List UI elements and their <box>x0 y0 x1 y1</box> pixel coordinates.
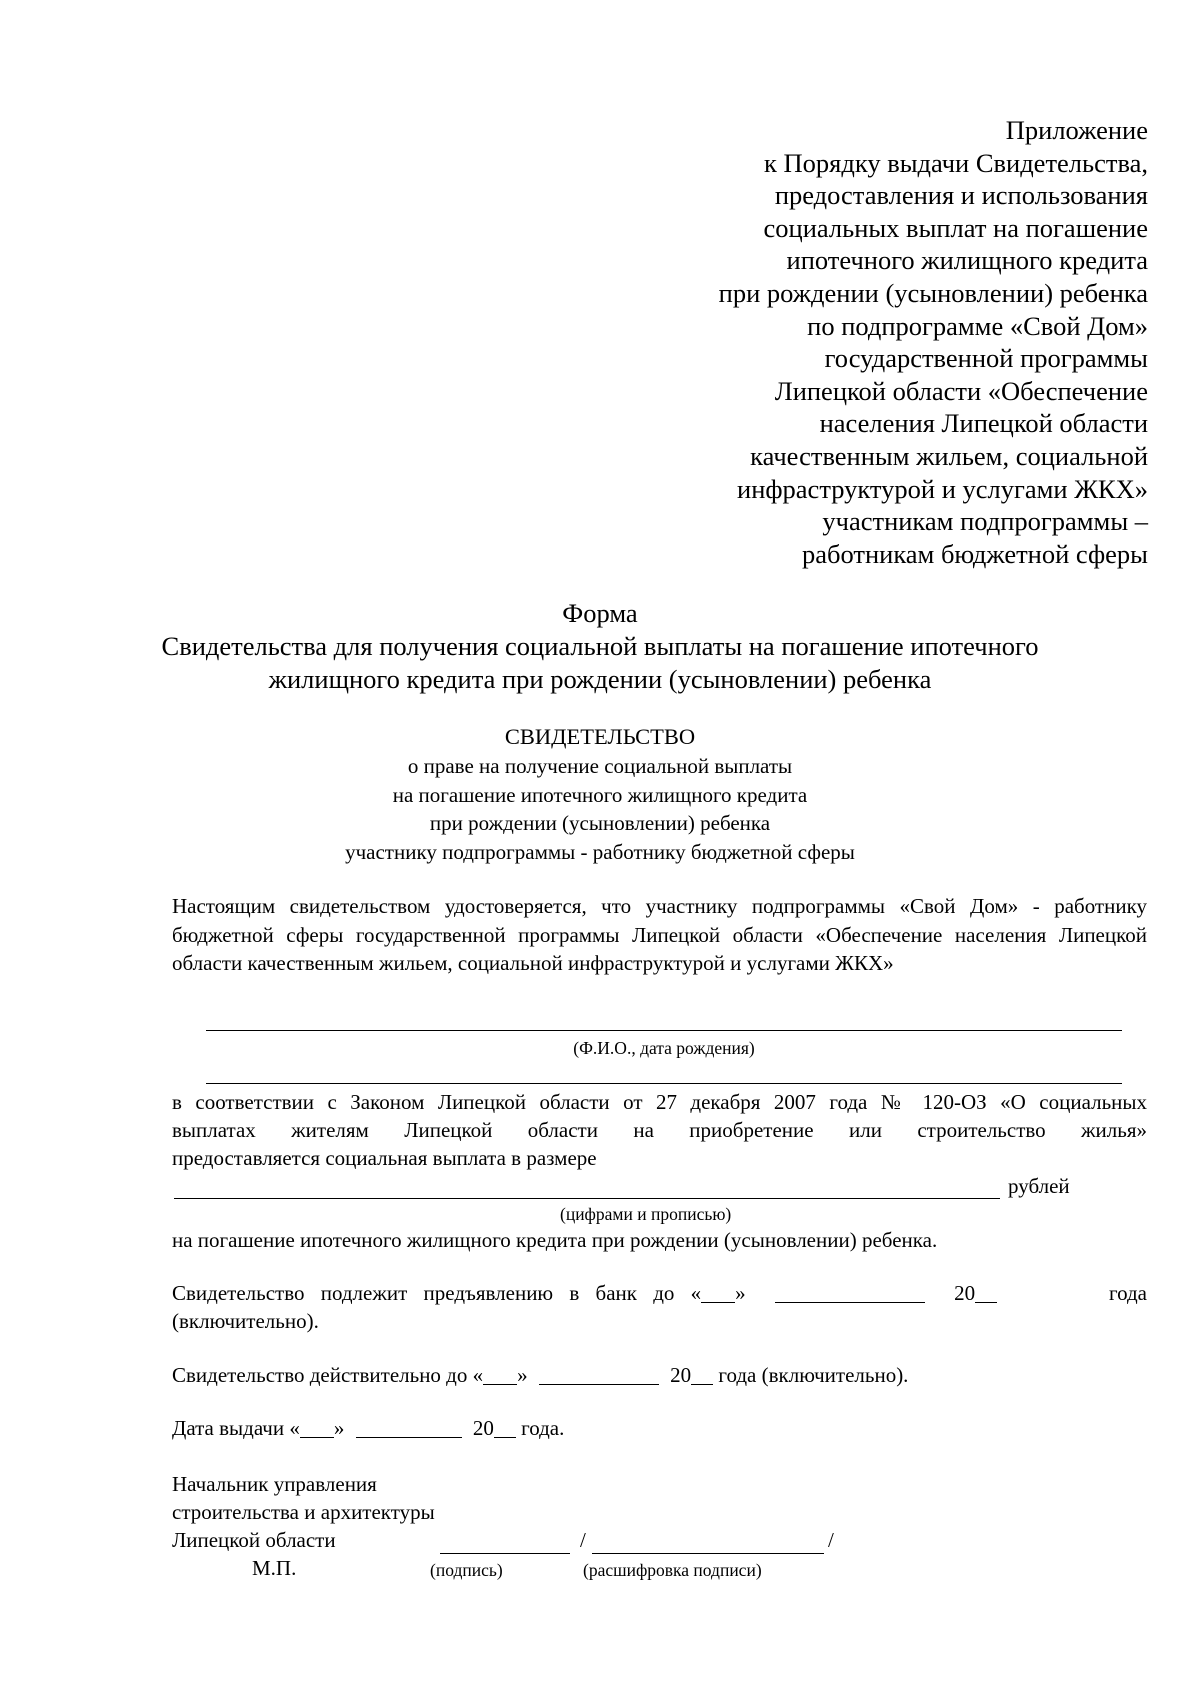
form-title <box>0 597 1200 696</box>
valid-until-line <box>172 1361 908 1390</box>
appendix-line: участникам подпрограммы – <box>822 506 1148 537</box>
valid-month-blank <box>539 1364 659 1385</box>
law-line-1: в соответствии с Законом Липецкой области от 27 декабря 2007 года № 120-ОЗ «О социальных <box>172 1090 1147 1114</box>
signatory-position-3: Липецкой области <box>172 1528 336 1552</box>
bank-prefix: Свидетельство подлежит предъявлению в банк до « <box>172 1281 702 1305</box>
bank-quote-close: » <box>735 1281 746 1305</box>
signature-caption: (подпись) <box>430 1560 503 1580</box>
bank-year-word: года <box>1109 1281 1147 1305</box>
certificate-subtitle: участнику подпрограммы - работнику бюджетной сферы <box>345 839 855 864</box>
amount-caption: (цифрами и прописью) <box>560 1204 732 1224</box>
law-line-2: выплатах жителям Липецкой области на приобретение или строительство жилья» <box>172 1118 1147 1142</box>
decode-caption: (расшифровка подписи) <box>583 1560 762 1580</box>
valid-year-blank <box>691 1364 713 1385</box>
issue-suffix: года. <box>521 1416 565 1440</box>
bank-month-blank <box>775 1282 925 1303</box>
appendix-line: населения Липецкой области <box>819 408 1148 439</box>
valid-day-blank <box>483 1364 517 1385</box>
issue-year-blank <box>494 1417 516 1438</box>
valid-year-prefix: 20 <box>670 1363 692 1387</box>
decode-blank-line <box>592 1553 824 1554</box>
law-line-3: предоставляется социальная выплата в размере <box>172 1146 597 1170</box>
fio-caption: (Ф.И.О., дата рождения) <box>573 1038 755 1058</box>
issue-date-line <box>172 1414 564 1443</box>
appendix-line: качественным жильем, социальной <box>750 440 1148 471</box>
signature-blank-line <box>440 1553 570 1554</box>
issue-prefix: Дата выдачи « <box>172 1416 300 1440</box>
appendix-line: инфраструктурой и услугами ЖКХ» <box>737 473 1148 504</box>
purpose-line: на погашение ипотечного жилищного кредита при рождении (усыновлении) ребенка. <box>172 1228 938 1252</box>
appendix-header <box>508 114 1148 570</box>
signatory-position-1: Начальник управления <box>172 1472 377 1496</box>
bank-presentation-line <box>172 1279 1147 1308</box>
appendix-line: ипотечного жилищного кредита <box>786 245 1148 276</box>
appendix-line: Липецкой области «Обеспечение <box>774 375 1148 406</box>
bank-inclusive: (включительно). <box>172 1309 319 1333</box>
issue-month-blank <box>356 1417 462 1438</box>
appendix-line: государственной программы <box>824 343 1148 374</box>
valid-quote-close: » <box>517 1363 528 1387</box>
form-label: Форма <box>562 598 638 628</box>
certificate-subtitle: при рождении (усыновлении) ребенка <box>429 811 771 835</box>
signature-slash-1: / <box>580 1528 586 1552</box>
appendix-line: предоставления и использования <box>774 180 1148 211</box>
valid-suffix: года (включительно). <box>718 1363 909 1387</box>
appendix-line: социальных выплат на погашение <box>763 212 1148 243</box>
bank-year-prefix: 20 <box>954 1281 976 1305</box>
appendix-line: Приложение <box>1005 115 1148 145</box>
stamp-label: М.П. <box>252 1556 297 1580</box>
form-title-line: жилищного кредита при рождении (усыновлении) ребенка <box>268 664 932 694</box>
appendix-line: при рождении (усыновлении) ребенка <box>718 277 1148 308</box>
amount-blank-line <box>174 1198 1000 1199</box>
certificate-heading <box>0 722 1200 866</box>
fio-blank-line <box>206 1030 1122 1031</box>
fio-blank-line-2 <box>206 1083 1122 1084</box>
rubles-label: рублей <box>1008 1174 1070 1198</box>
issue-year-prefix: 20 <box>472 1416 494 1440</box>
intro-paragraph: Настоящим свидетельством удостоверяется, что участнику подпрограммы «Свой Дом» - работнику бюджетной сферы государственной программы Липецкой области «Обеспечение населения Липецкой области качественным жильем, социальной инфраструктурой и услугами ЖКХ» <box>172 894 1147 975</box>
signatory-position-2: строительства и архитектуры <box>172 1500 435 1524</box>
issue-quote-close: » <box>333 1416 345 1440</box>
bank-day-blank <box>701 1282 735 1303</box>
appendix-line: к Порядку выдачи Свидетельства, <box>764 147 1148 178</box>
valid-prefix: Свидетельство действительно до « <box>172 1363 484 1387</box>
form-title-line: Свидетельства для получения социальной выплаты на погашение ипотечного <box>161 631 1039 661</box>
certificate-subtitle: на погашение ипотечного жилищного кредита <box>392 782 808 807</box>
appendix-line: по подпрограмме «Свой Дом» <box>807 310 1148 341</box>
certificate-title: СВИДЕТЕЛЬСТВО <box>504 724 696 749</box>
signature-slash-2: / <box>828 1528 834 1552</box>
certificate-subtitle: о праве на получение социальной выплаты <box>407 754 793 778</box>
bank-year-blank <box>975 1282 997 1303</box>
appendix-line: работникам бюджетной сферы <box>801 538 1148 569</box>
issue-day-blank <box>300 1417 334 1438</box>
